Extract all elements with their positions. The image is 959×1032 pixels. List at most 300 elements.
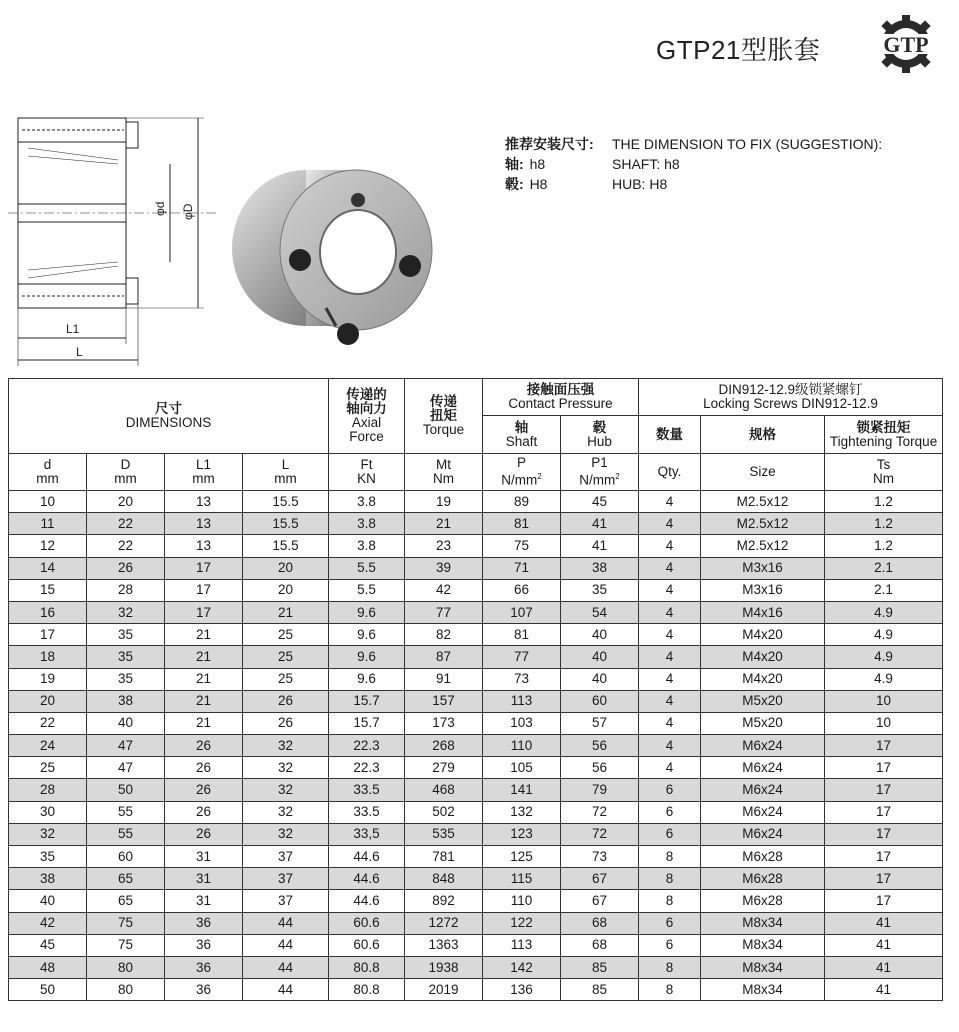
cell-P: 113: [483, 690, 561, 712]
cell-L1: 21: [165, 712, 243, 734]
cell-P: 110: [483, 735, 561, 757]
cell-Mt: 1938: [405, 956, 483, 978]
cell-P1: 41: [561, 535, 639, 557]
cell-P: 73: [483, 668, 561, 690]
cell-qty: 4: [639, 557, 701, 579]
cell-Mt: 77: [405, 601, 483, 623]
cell-qty: 4: [639, 668, 701, 690]
table-row: [9, 491, 943, 513]
cell-size: M2.5x12: [701, 535, 825, 557]
cell-Mt: 892: [405, 890, 483, 912]
cell-P1: 54: [561, 601, 639, 623]
cell-D: 80: [87, 979, 165, 1001]
cell-Ft: 9.6: [329, 624, 405, 646]
cell-d: 28: [9, 779, 87, 801]
cell-Mt: 157: [405, 690, 483, 712]
cell-qty: 8: [639, 890, 701, 912]
cell-L1: 21: [165, 690, 243, 712]
cell-P: 107: [483, 601, 561, 623]
cell-D: 35: [87, 668, 165, 690]
table-row: [9, 557, 943, 579]
cell-L: 21: [243, 601, 329, 623]
cell-P: 75: [483, 535, 561, 557]
cell-qty: 6: [639, 823, 701, 845]
cell-Ts: 41: [825, 979, 943, 1001]
cell-Mt: 82: [405, 624, 483, 646]
cell-size: M4x20: [701, 624, 825, 646]
cell-P: 113: [483, 934, 561, 956]
cell-Ft: 5.5: [329, 579, 405, 601]
cell-Mt: 39: [405, 557, 483, 579]
cell-d: 22: [9, 712, 87, 734]
header-axial-force: 传递的 轴向力 Axial Force: [329, 379, 405, 454]
cell-d: 19: [9, 668, 87, 690]
cell-Ft: 22.3: [329, 735, 405, 757]
table-row: [9, 513, 943, 535]
cell-Ts: 41: [825, 912, 943, 934]
cell-L: 15.5: [243, 513, 329, 535]
cell-Ft: 33.5: [329, 779, 405, 801]
cell-Mt: 19: [405, 491, 483, 513]
table-row: [9, 934, 943, 956]
cell-Mt: 781: [405, 846, 483, 868]
cell-d: 40: [9, 890, 87, 912]
cell-Ts: 17: [825, 823, 943, 845]
cell-P: 132: [483, 801, 561, 823]
cell-D: 22: [87, 513, 165, 535]
cell-L1: 31: [165, 868, 243, 890]
unit-P: P $N/mm^2$: [483, 454, 561, 491]
cell-L: 26: [243, 712, 329, 734]
cell-Ts: 4.9: [825, 601, 943, 623]
fix-hub-val: H8: [529, 176, 548, 192]
table-row: [9, 801, 943, 823]
cell-Ft: 33,5: [329, 823, 405, 845]
cell-Ft: 5.5: [329, 557, 405, 579]
cell-d: 15: [9, 579, 87, 601]
spec-table: [8, 378, 943, 1001]
cell-P1: 85: [561, 956, 639, 978]
cell-D: 50: [87, 779, 165, 801]
cell-L: 32: [243, 779, 329, 801]
cell-size: M6x24: [701, 735, 825, 757]
cell-L1: 17: [165, 601, 243, 623]
cell-Ts: 17: [825, 801, 943, 823]
label-D: φD: [181, 203, 195, 220]
cell-Ts: 1.2: [825, 491, 943, 513]
cell-size: M4x20: [701, 646, 825, 668]
cell-size: M6x24: [701, 801, 825, 823]
cell-Ft: 3.8: [329, 535, 405, 557]
cell-Ts: 17: [825, 735, 943, 757]
cell-size: M6x24: [701, 779, 825, 801]
cell-d: 14: [9, 557, 87, 579]
cell-d: 24: [9, 735, 87, 757]
cell-qty: 6: [639, 912, 701, 934]
cell-size: M5x20: [701, 712, 825, 734]
cell-L1: 21: [165, 624, 243, 646]
cell-d: 12: [9, 535, 87, 557]
cell-d: 18: [9, 646, 87, 668]
cell-P: 71: [483, 557, 561, 579]
cell-qty: 4: [639, 690, 701, 712]
cell-P: 142: [483, 956, 561, 978]
cell-size: M3x16: [701, 579, 825, 601]
logo-text: GTP: [883, 32, 929, 57]
cell-L: 20: [243, 557, 329, 579]
cell-L1: 26: [165, 801, 243, 823]
label-L: L: [76, 345, 83, 359]
cell-D: 55: [87, 823, 165, 845]
cell-Ft: 9.6: [329, 668, 405, 690]
cell-D: 32: [87, 601, 165, 623]
fix-cn-label: 推荐安装尺寸:: [505, 136, 594, 152]
cell-L: 44: [243, 979, 329, 1001]
header-locking-screws: DIN912-12.9级锁紧螺钉 Locking Screws DIN912-12.9: [639, 379, 943, 416]
cell-P1: 41: [561, 513, 639, 535]
header-shaft: 轴 Shaft: [483, 416, 561, 454]
cell-qty: 4: [639, 757, 701, 779]
cell-L: 20: [243, 579, 329, 601]
cell-P: 136: [483, 979, 561, 1001]
cell-Ft: 44.6: [329, 846, 405, 868]
cell-Mt: 848: [405, 868, 483, 890]
table-row: [9, 646, 943, 668]
cell-P1: 68: [561, 912, 639, 934]
cell-L1: 36: [165, 912, 243, 934]
cell-d: 48: [9, 956, 87, 978]
cell-size: M6x24: [701, 757, 825, 779]
cell-D: 26: [87, 557, 165, 579]
table-row: [9, 690, 943, 712]
table-row: [9, 779, 943, 801]
cell-P1: 56: [561, 757, 639, 779]
cell-L: 37: [243, 868, 329, 890]
cell-L1: 31: [165, 846, 243, 868]
cell-D: 65: [87, 890, 165, 912]
table-row: [9, 979, 943, 1001]
header-size-cn: 规格: [701, 416, 825, 454]
cell-D: 47: [87, 735, 165, 757]
cell-Mt: 502: [405, 801, 483, 823]
unit-Ts: Ts Nm: [825, 454, 943, 491]
table-row: [9, 668, 943, 690]
header-dimensions: 尺寸 DIMENSIONS: [9, 379, 329, 454]
cell-Ts: 1.2: [825, 513, 943, 535]
label-d: φd: [153, 201, 167, 216]
cell-P1: 57: [561, 712, 639, 734]
cell-L: 37: [243, 846, 329, 868]
cell-L1: 21: [165, 668, 243, 690]
cell-size: M4x16: [701, 601, 825, 623]
cell-Ts: 4.9: [825, 668, 943, 690]
unit-P1: P1 $N/mm^2$: [561, 454, 639, 491]
unit-L1: L1 mm: [165, 454, 243, 491]
cell-Mt: 42: [405, 579, 483, 601]
cell-D: 40: [87, 712, 165, 734]
cell-size: M8x34: [701, 912, 825, 934]
cell-Mt: 268: [405, 735, 483, 757]
cell-size: M2.5x12: [701, 513, 825, 535]
cell-D: 35: [87, 646, 165, 668]
cell-Ts: 1.2: [825, 535, 943, 557]
cell-P1: 79: [561, 779, 639, 801]
cell-P: 123: [483, 823, 561, 845]
cell-Ft: 60.6: [329, 934, 405, 956]
cell-d: 35: [9, 846, 87, 868]
cell-qty: 4: [639, 624, 701, 646]
cell-P1: 67: [561, 868, 639, 890]
cell-Ft: 9.6: [329, 646, 405, 668]
table-row: [9, 890, 943, 912]
cell-d: 11: [9, 513, 87, 535]
cell-L1: 21: [165, 646, 243, 668]
cell-d: 42: [9, 912, 87, 934]
cell-L: 44: [243, 912, 329, 934]
cell-Ts: 10: [825, 690, 943, 712]
cell-L: 32: [243, 823, 329, 845]
cell-L1: 13: [165, 491, 243, 513]
cell-qty: 4: [639, 735, 701, 757]
cell-Ts: 17: [825, 757, 943, 779]
cell-qty: 4: [639, 712, 701, 734]
cell-L1: 36: [165, 956, 243, 978]
cell-D: 80: [87, 956, 165, 978]
fix-hub-cn: 毂:: [505, 176, 524, 192]
cell-P1: 72: [561, 801, 639, 823]
cell-size: M6x28: [701, 868, 825, 890]
gtp-logo-icon: [868, 14, 944, 74]
cell-P: 77: [483, 646, 561, 668]
cell-Ft: 80.8: [329, 979, 405, 1001]
cell-Ft: 15.7: [329, 712, 405, 734]
cell-Ts: 4.9: [825, 624, 943, 646]
cell-Ts: 41: [825, 956, 943, 978]
cell-Ft: 15.7: [329, 690, 405, 712]
cell-L: 25: [243, 624, 329, 646]
cell-qty: 4: [639, 579, 701, 601]
cell-P1: 38: [561, 557, 639, 579]
cell-Ft: 22.3: [329, 757, 405, 779]
cell-L: 26: [243, 690, 329, 712]
fix-dimensions: [505, 134, 883, 194]
cell-d: 16: [9, 601, 87, 623]
fix-shaft-cn: 轴:: [505, 156, 524, 172]
cell-Ts: 17: [825, 868, 943, 890]
cell-L: 15.5: [243, 535, 329, 557]
cell-Ft: 80.8: [329, 956, 405, 978]
header-contact-pressure: 接触面压强 Contact Pressure: [483, 379, 639, 416]
table-row: [9, 535, 943, 557]
cell-size: M8x34: [701, 956, 825, 978]
cell-Ts: 17: [825, 779, 943, 801]
cell-D: 65: [87, 868, 165, 890]
cell-Ft: 3.8: [329, 513, 405, 535]
unit-Ft: Ft KN: [329, 454, 405, 491]
cell-P1: 40: [561, 668, 639, 690]
cell-size: M6x24: [701, 823, 825, 845]
cell-P: 125: [483, 846, 561, 868]
cell-size: M4x20: [701, 668, 825, 690]
unit-d: d mm: [9, 454, 87, 491]
cell-L: 15.5: [243, 491, 329, 513]
cell-Mt: 173: [405, 712, 483, 734]
cell-Ts: 4.9: [825, 646, 943, 668]
cell-d: 17: [9, 624, 87, 646]
cell-Ts: 17: [825, 846, 943, 868]
cell-d: 25: [9, 757, 87, 779]
cell-L: 37: [243, 890, 329, 912]
cell-D: 35: [87, 624, 165, 646]
cell-qty: 6: [639, 934, 701, 956]
label-L1: L1: [66, 322, 80, 336]
cell-D: 22: [87, 535, 165, 557]
cell-d: 20: [9, 690, 87, 712]
cell-Mt: 21: [405, 513, 483, 535]
unit-qty: Qty.: [639, 454, 701, 491]
cell-qty: 8: [639, 979, 701, 1001]
cell-D: 38: [87, 690, 165, 712]
cell-L1: 26: [165, 757, 243, 779]
technical-drawing: [8, 108, 216, 368]
cell-D: 55: [87, 801, 165, 823]
page-title: GTP21型胀套: [656, 35, 821, 65]
cell-P1: 40: [561, 624, 639, 646]
cell-P: 66: [483, 579, 561, 601]
cell-P1: 73: [561, 846, 639, 868]
cell-P1: 68: [561, 934, 639, 956]
cell-size: M6x28: [701, 890, 825, 912]
cell-size: M3x16: [701, 557, 825, 579]
cell-d: 45: [9, 934, 87, 956]
cell-qty: 6: [639, 801, 701, 823]
table-row: [9, 579, 943, 601]
unit-L: L mm: [243, 454, 329, 491]
unit-Mt: Mt Nm: [405, 454, 483, 491]
cell-qty: 4: [639, 491, 701, 513]
header-tightening-torque: 锁紧扭矩 Tightening Torque: [825, 416, 943, 454]
cell-qty: 6: [639, 779, 701, 801]
cell-L1: 36: [165, 979, 243, 1001]
cell-D: 75: [87, 934, 165, 956]
header-hub: 毂 Hub: [561, 416, 639, 454]
fix-en-label: THE DIMENSION TO FIX (SUGGESTION):: [612, 136, 883, 152]
cell-P: 110: [483, 890, 561, 912]
cell-L: 32: [243, 801, 329, 823]
cell-L1: 17: [165, 557, 243, 579]
cell-qty: 4: [639, 513, 701, 535]
cell-L1: 36: [165, 934, 243, 956]
cell-qty: 4: [639, 535, 701, 557]
cell-L1: 13: [165, 535, 243, 557]
table-row: [9, 868, 943, 890]
cell-P1: 56: [561, 735, 639, 757]
cell-Ts: 17: [825, 890, 943, 912]
cell-D: 28: [87, 579, 165, 601]
cell-D: 60: [87, 846, 165, 868]
cell-Ts: 10: [825, 712, 943, 734]
cell-Mt: 2019: [405, 979, 483, 1001]
cell-Ts: 41: [825, 934, 943, 956]
cell-qty: 8: [639, 956, 701, 978]
cell-D: 75: [87, 912, 165, 934]
cell-Ft: 33.5: [329, 801, 405, 823]
cell-Ft: 44.6: [329, 868, 405, 890]
cell-Mt: 535: [405, 823, 483, 845]
cell-Ft: 9.6: [329, 601, 405, 623]
cell-L: 25: [243, 646, 329, 668]
table-row: [9, 624, 943, 646]
cell-D: 20: [87, 491, 165, 513]
cell-L1: 31: [165, 890, 243, 912]
cell-Mt: 87: [405, 646, 483, 668]
cell-L1: 13: [165, 513, 243, 535]
cell-P: 89: [483, 491, 561, 513]
cell-size: M5x20: [701, 690, 825, 712]
cell-d: 32: [9, 823, 87, 845]
cell-qty: 8: [639, 846, 701, 868]
cell-P: 103: [483, 712, 561, 734]
cell-P1: 72: [561, 823, 639, 845]
unit-size: Size: [701, 454, 825, 491]
cell-P1: 40: [561, 646, 639, 668]
cell-L: 32: [243, 757, 329, 779]
table-row: [9, 912, 943, 934]
table-row: [9, 823, 943, 845]
table-row: [9, 601, 943, 623]
header-torque: 传递 扭矩 Torque: [405, 379, 483, 454]
cell-P1: 35: [561, 579, 639, 601]
cell-Mt: 1272: [405, 912, 483, 934]
fix-shaft-val: h8: [529, 156, 546, 172]
fix-hub-en: HUB: H8: [612, 176, 668, 192]
product-photo: [226, 158, 450, 358]
cell-d: 38: [9, 868, 87, 890]
cell-Ts: 2.1: [825, 579, 943, 601]
cell-size: M6x28: [701, 846, 825, 868]
cell-L1: 17: [165, 579, 243, 601]
cell-qty: 4: [639, 646, 701, 668]
fix-shaft-en: SHAFT: h8: [612, 156, 680, 172]
table-row: [9, 735, 943, 757]
cell-L: 44: [243, 934, 329, 956]
cell-Ft: 60.6: [329, 912, 405, 934]
cell-P1: 45: [561, 491, 639, 513]
cell-Mt: 279: [405, 757, 483, 779]
cell-L1: 26: [165, 735, 243, 757]
table-row: [9, 712, 943, 734]
cell-size: M2.5x12: [701, 491, 825, 513]
cell-P: 105: [483, 757, 561, 779]
unit-D: D mm: [87, 454, 165, 491]
cell-Mt: 91: [405, 668, 483, 690]
cell-d: 50: [9, 979, 87, 1001]
cell-Ft: 44.6: [329, 890, 405, 912]
table-row: [9, 956, 943, 978]
cell-Mt: 468: [405, 779, 483, 801]
table-row: [9, 757, 943, 779]
cell-P: 141: [483, 779, 561, 801]
cell-P: 81: [483, 513, 561, 535]
cell-qty: 8: [639, 868, 701, 890]
cell-d: 10: [9, 491, 87, 513]
cell-L: 25: [243, 668, 329, 690]
cell-L1: 26: [165, 779, 243, 801]
cell-L1: 26: [165, 823, 243, 845]
cell-P1: 85: [561, 979, 639, 1001]
cell-P1: 60: [561, 690, 639, 712]
cell-size: M8x34: [701, 934, 825, 956]
